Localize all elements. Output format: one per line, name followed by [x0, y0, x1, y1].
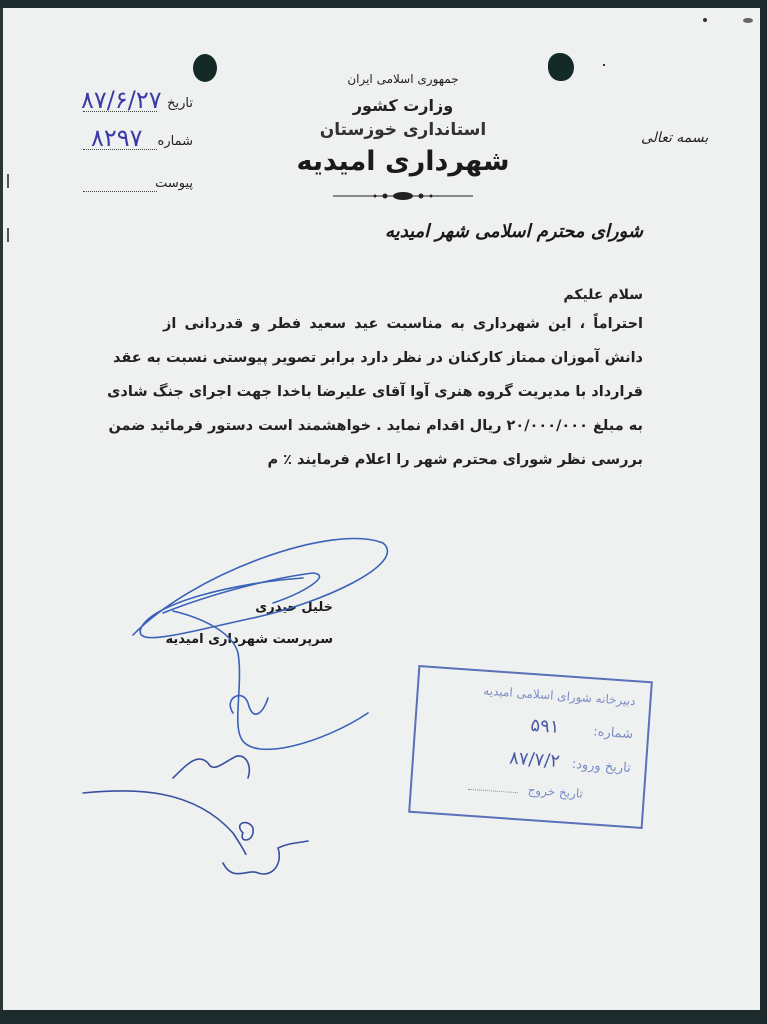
- signatory-name: خلیل حیدری: [255, 600, 333, 615]
- punch-hole-left: [193, 54, 217, 82]
- attachment-field: [73, 174, 193, 196]
- date-value: ۸۷/۶/۲۷: [81, 86, 162, 114]
- letterhead-governorate: استانداری خوزستان: [319, 120, 487, 140]
- binder-mark: [7, 228, 9, 242]
- date-label: تاریخ: [167, 96, 193, 111]
- stamp-entry-date-label: تاریخ ورود:: [571, 756, 632, 777]
- invocation-text: بسمه تعالی: [641, 130, 709, 146]
- stamp-entry-date-row: [508, 748, 631, 777]
- body-line: احتراماً ، این شهرداری به مناسبت عید سعید فطر و قدردانی از: [163, 316, 643, 332]
- scan-speck: [743, 18, 753, 23]
- stamp-heading: دبیرخانه شورای اسلامی امیدیه: [482, 683, 636, 709]
- attachment-label: پیوست: [155, 176, 193, 191]
- attachment-dotted-line: [83, 191, 157, 192]
- ornament-divider: [333, 190, 473, 202]
- handwritten-signature: [73, 523, 403, 903]
- binder-mark: [7, 174, 9, 188]
- letterhead-ministry: وزارت کشور: [352, 96, 454, 115]
- body-line: دانش آموزان ممتاز کارکنان در نظر دارد برابر تصویر پیوستی نسبت به عقد: [113, 350, 643, 366]
- stamp-number-value: ۵۹۱: [529, 714, 561, 738]
- stamp-exit-label: تاریخ خروج: [527, 782, 584, 801]
- stamp-exit-dots: [468, 789, 518, 793]
- received-stamp: [408, 665, 653, 829]
- date-field: [73, 86, 193, 116]
- letterhead-republic: جمهوری اسلامی ایران: [347, 72, 459, 86]
- body-line: بررسی نظر شورای محترم شهر را اعلام فرمایند ٪ م: [267, 452, 643, 468]
- letterhead-municipality: شهرداری امیدیه: [296, 146, 510, 177]
- number-value: ۸۲۹۷: [91, 124, 143, 152]
- scan-speck: [703, 18, 707, 22]
- stamp-exit-row: [468, 779, 584, 801]
- number-field: [73, 124, 193, 154]
- body-line: به مبلغ ۲۰/۰۰۰/۰۰۰ ریال اقدام نماید . خواهشمند است دستور فرمائید ضمن: [108, 418, 643, 434]
- number-label: شماره: [157, 134, 193, 149]
- signatory-title: سرپرست شهرداری امیدیه: [165, 632, 333, 647]
- scan-speck: [603, 64, 605, 66]
- body-line: قرارداد با مدیریت گروه هنری آوا آقای علیرضا باخدا جهت اجرای جنگ شادی: [107, 384, 643, 400]
- greeting: سلام علیکم: [563, 287, 643, 303]
- addressee: شورای محترم اسلامی شهر امیدیه: [385, 221, 643, 242]
- stamp-entry-date-value: ۸۷/۷/۲: [508, 747, 561, 773]
- stamp-number-row: [530, 715, 634, 743]
- letter-page: [0, 8, 760, 1010]
- stamp-number-label: شماره:: [592, 724, 634, 743]
